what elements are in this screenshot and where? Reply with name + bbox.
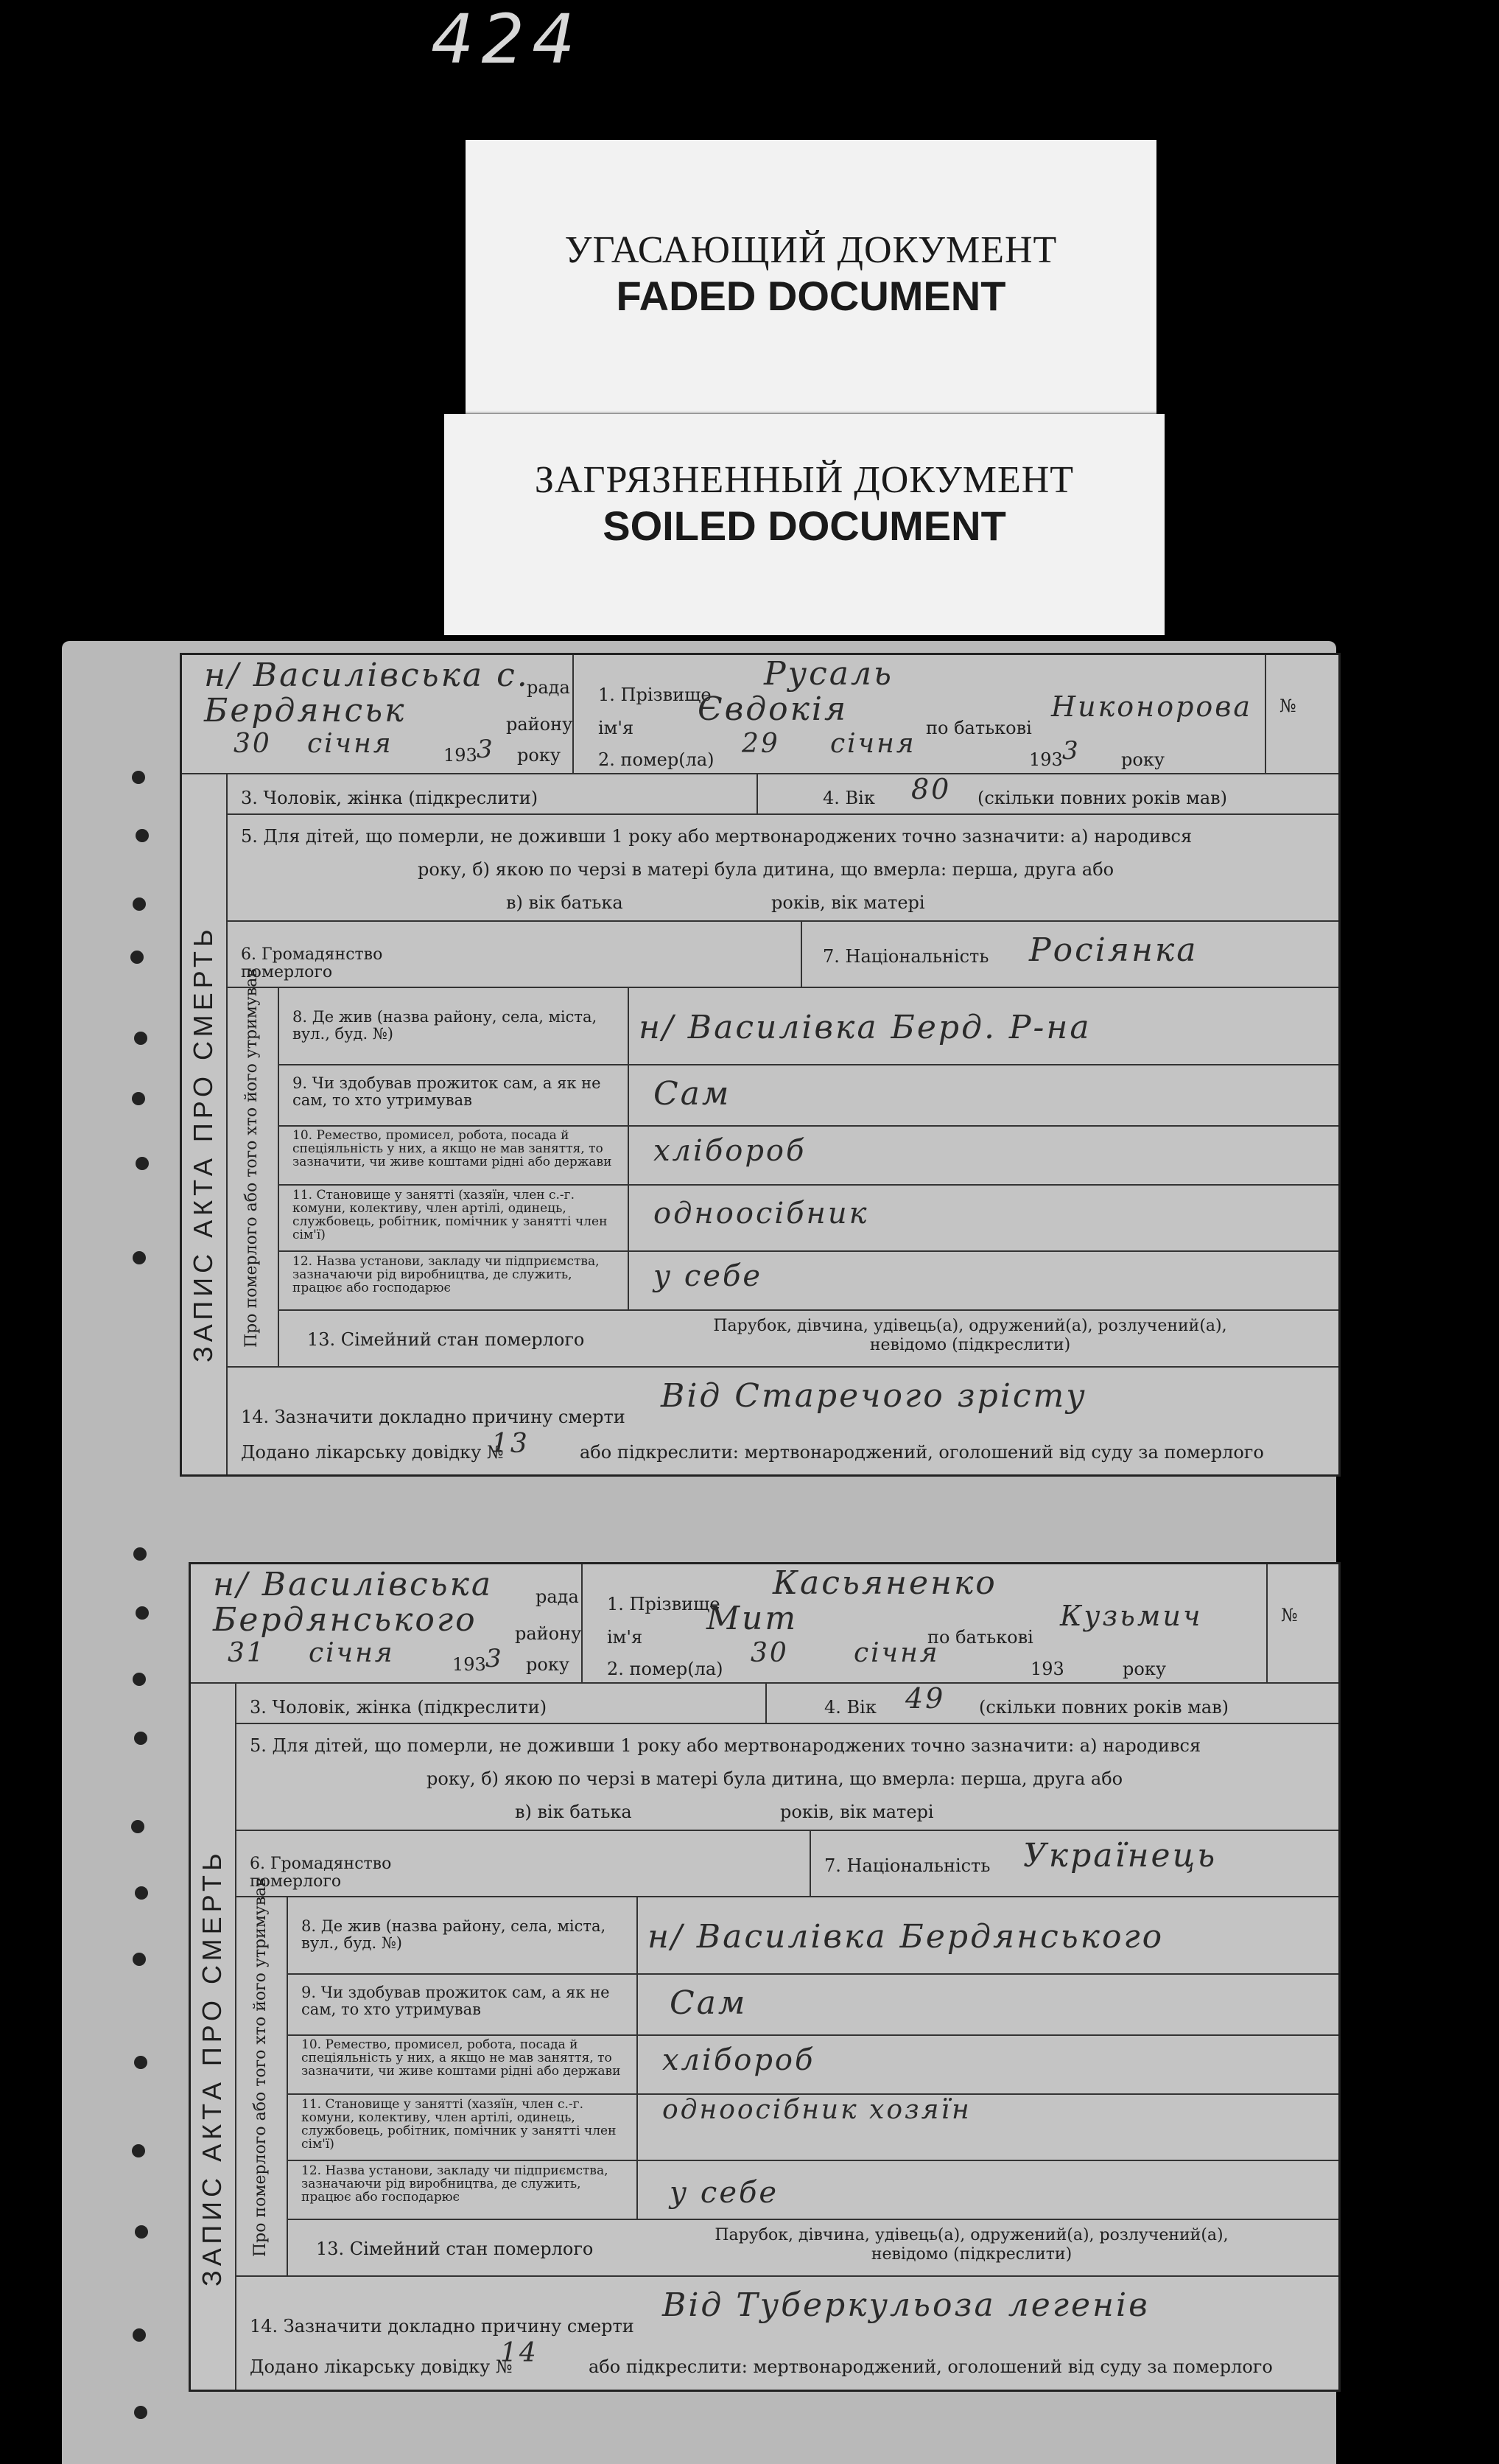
occupation-label: 10. Ремество, промисел, робота, посада й спеціяльність у них, а якщо не мав заняття, то зазначити, чи живе коштами рідні або держави (301, 2037, 621, 2079)
employer-value: у себе (653, 1259, 763, 1293)
age-note: (скільки повних років мав) (977, 788, 1228, 808)
residence-value: н/ Василівка Бердянського (647, 1918, 1165, 1956)
occupation-label: 10. Ремество, промисел, робота, посада й спеціяльність у них, а якщо не мав заняття, то зазначити, чи живе коштами рідні або держави (292, 1128, 612, 1169)
citizenship-label: 6. Громадянство померлого (250, 1855, 392, 1891)
employer-value: у себе (670, 2176, 779, 2210)
death-month: січня (830, 729, 916, 759)
age-label: 4. Вік (823, 788, 875, 808)
soiled-notice-ru: ЗАГРЯЗНЕННЫЙ ДОКУМЕНТ (534, 459, 1075, 501)
record-no-label: № (1279, 696, 1296, 716)
rada-value: н/ Василівська (213, 1566, 494, 1603)
roku-label: року (517, 745, 561, 766)
rada-label: рада (536, 1586, 579, 1607)
rada-value: н/ Василівська с. (204, 657, 530, 694)
raion-value: Бердянського (213, 1601, 477, 1639)
name-value: Мит (706, 1600, 798, 1637)
reg-year-prefix: 193 (452, 1654, 486, 1675)
children-years: років, вік матері (771, 892, 925, 913)
roku-label: року (526, 1654, 569, 1675)
binding-hole (134, 1732, 147, 1745)
binding-hole (133, 1251, 146, 1264)
age-value: 80 (911, 773, 952, 805)
patronymic-value: Никонорова (1051, 690, 1253, 723)
certificate-label: Додано лікарську довідку № (250, 2356, 513, 2377)
nationality-value: Росіянка (1029, 931, 1198, 969)
soiled-notice-en: SOILED DOCUMENT (603, 503, 1006, 549)
death-day: 30 (751, 1638, 789, 1668)
residence-value: н/ Василівка Берд. Р-на (639, 1009, 1092, 1046)
status-label: 11. Становище у занятті (хазяїн, член с.-г. комуни, колективу, член артілі, одинець, службовець, робітник, помічник у занятті член сім'ї) (301, 2097, 617, 2152)
children-years: років, вік матері (780, 1802, 934, 1822)
raion-value: Бердянськ (204, 692, 407, 729)
livelihood-label: 9. Чи здобував прожиток сам, а як не сам, то хто утримував (292, 1074, 601, 1109)
death-year-prefix: 193 (1029, 749, 1063, 770)
binding-hole (130, 951, 144, 964)
roku-label: року (1123, 1659, 1166, 1679)
age-value: 49 (905, 1682, 946, 1715)
certificate-tail: або підкреслити: мертвонароджений, оголошений від суду за померлого (589, 2356, 1273, 2377)
certificate-no: 14 (500, 2338, 538, 2368)
sex-label: 3. Чоловік, жінка (підкреслити) (241, 788, 538, 808)
died-label: 2. помер(ла) (607, 1659, 723, 1679)
patronymic-label: по батькові (927, 1627, 1033, 1648)
binding-hole (133, 1953, 146, 1966)
livelihood-label: 9. Чи здобував прожиток сам, а як не сам, то хто утримував (301, 1984, 610, 2018)
surname-value: Русаль (764, 655, 894, 693)
record-no-label: № (1281, 1605, 1298, 1625)
death-record-2 (189, 1562, 1341, 2392)
reg-day: 31 (228, 1638, 266, 1668)
children-line2: року, б) якою по черзі в матері була дитина, що вмерла: перша, друга або (426, 1768, 1123, 1789)
nationality-label: 7. Національність (823, 946, 989, 967)
status-label: 11. Становище у занятті (хазяїн, член с.-г. комуни, колективу, член артілі, одинець, службовець, робітник, помічник у занятті член сім'ї) (292, 1188, 608, 1242)
children-line1: 5. Для дітей, що померли, не доживши 1 року або мертвонароджених точно зазначити: а) народився (250, 1735, 1201, 1756)
children-line2: року, б) якою по черзі в матері була дитина, що вмерла: перша, друга або (418, 859, 1114, 880)
age-label: 4. Вік (824, 1697, 877, 1718)
status-value: одноосібник (653, 1197, 869, 1231)
patronymic-label: по батькові (926, 718, 1032, 738)
certificate-label: Додано лікарську довідку № (241, 1442, 504, 1463)
occupation-value: хлібороб (662, 2043, 815, 2077)
binding-hole (136, 1606, 149, 1620)
reg-day: 30 (234, 729, 272, 759)
binding-hole (134, 2056, 147, 2069)
employer-label: 12. Назва установи, закладу чи підприємства, зазначаючи рід виробництва, де служить, працює або господарює (292, 1254, 600, 1295)
livelihood-value: Сам (653, 1075, 731, 1113)
binding-hole (134, 2406, 147, 2419)
binding-hole (133, 1673, 146, 1686)
binding-hole (134, 1032, 147, 1045)
roku-label: року (1121, 749, 1165, 770)
name-value: Євдокія (698, 690, 849, 728)
surname-label: 1. Прізвище (598, 685, 712, 705)
reg-month: січня (309, 1638, 395, 1668)
livelihood-value: Сам (670, 1984, 748, 2022)
soiled-document-notice (444, 414, 1165, 635)
nationality-label: 7. Національність (824, 1855, 991, 1876)
reg-month: січня (307, 729, 393, 759)
employer-label: 12. Назва установи, закладу чи підприємства, зазначаючи рід виробництва, де служить, працює або господарює (301, 2163, 608, 2205)
binding-hole (136, 1157, 149, 1170)
cause-label: 14. Зазначити докладно причину смерти (250, 2316, 634, 2337)
faded-notice-en: FADED DOCUMENT (616, 273, 1006, 319)
binding-hole (133, 1547, 147, 1561)
marital-options: Парубок, дівчина, удівець(а), одружений(а), розлучений(а), невідомо (підкреслити) (713, 1317, 1227, 1354)
died-label: 2. помер(ла) (598, 749, 715, 770)
reg-year-prefix: 193 (443, 745, 477, 766)
death-year: 3 (1062, 736, 1081, 766)
surname-label: 1. Прізвище (607, 1594, 720, 1614)
faded-notice-ru: УГАСАЮЩИЙ ДОКУМЕНТ (564, 229, 1058, 271)
certificate-tail: або підкреслити: мертвонароджений, оголошений від суду за померлого (580, 1442, 1264, 1463)
citizenship-label: 6. Громадянство померлого (241, 945, 383, 981)
name-label: ім'я (607, 1627, 643, 1648)
rada-label: рада (527, 677, 570, 698)
children-line3: в) вік батька (506, 892, 623, 913)
occupation-value: хлібороб (653, 1134, 807, 1168)
binding-hole (136, 829, 149, 842)
binding-hole (133, 897, 146, 911)
binding-hole (131, 1820, 144, 1833)
residence-label: 8. Де жив (назва району, села, міста, вул., буд. №) (292, 1008, 597, 1043)
binding-hole (132, 2144, 145, 2157)
residence-label: 8. Де жив (назва району, села, міста, вул., буд. №) (301, 1917, 606, 1952)
binding-hole (132, 771, 145, 784)
name-label: ім'я (598, 718, 634, 738)
cause-label: 14. Зазначити докладно причину смерти (241, 1407, 625, 1427)
binding-hole (132, 1092, 145, 1105)
death-record-1 (180, 653, 1341, 1477)
raion-label: району (506, 714, 573, 735)
cause-value: Від Старечого зрісту (661, 1377, 1087, 1415)
faded-document-notice (466, 140, 1156, 420)
side-subtitle: Про померлого або того хто його утримував (242, 968, 261, 1348)
marital-label: 13. Сімейний стан померлого (316, 2239, 594, 2259)
binding-hole (135, 2225, 148, 2239)
sheet-number: 424 (431, 0, 583, 79)
death-year-prefix: 193 (1031, 1659, 1064, 1679)
marital-options: Парубок, дівчина, удівець(а), одружений(а), розлучений(а), невідомо (підкреслити) (715, 2226, 1229, 2264)
marital-label: 13. Сімейний стан померлого (307, 1329, 585, 1350)
reg-year: 3 (477, 735, 495, 764)
sex-label: 3. Чоловік, жінка (підкреслити) (250, 1697, 547, 1718)
raion-label: району (515, 1623, 582, 1644)
death-month: січня (854, 1638, 940, 1668)
side-title: ЗАПИС АКТА ПРО СМЕРТЬ (188, 925, 218, 1362)
age-note: (скільки повних років мав) (979, 1697, 1229, 1718)
children-line3: в) вік батька (515, 1802, 632, 1822)
side-title: ЗАПИС АКТА ПРО СМЕРТЬ (197, 1849, 227, 2286)
children-line1: 5. Для дітей, що померли, не доживши 1 року або мертвонароджених точно зазначити: а) народився (241, 826, 1193, 847)
status-value: одноосібник хозяїн (662, 2095, 972, 2125)
cause-value: Від Туберкульоза легенів (662, 2286, 1150, 2324)
patronymic-value: Кузьмич (1060, 1600, 1203, 1632)
binding-hole (133, 2328, 146, 2342)
binding-hole (135, 1886, 148, 1900)
nationality-value: Українець (1023, 1837, 1218, 1875)
surname-value: Касьяненко (773, 1564, 997, 1602)
side-subtitle: Про померлого або того хто його утримував (251, 1877, 270, 2257)
reg-year: 3 (485, 1644, 504, 1673)
certificate-no: 13 (491, 1429, 530, 1459)
death-day: 29 (742, 729, 780, 759)
